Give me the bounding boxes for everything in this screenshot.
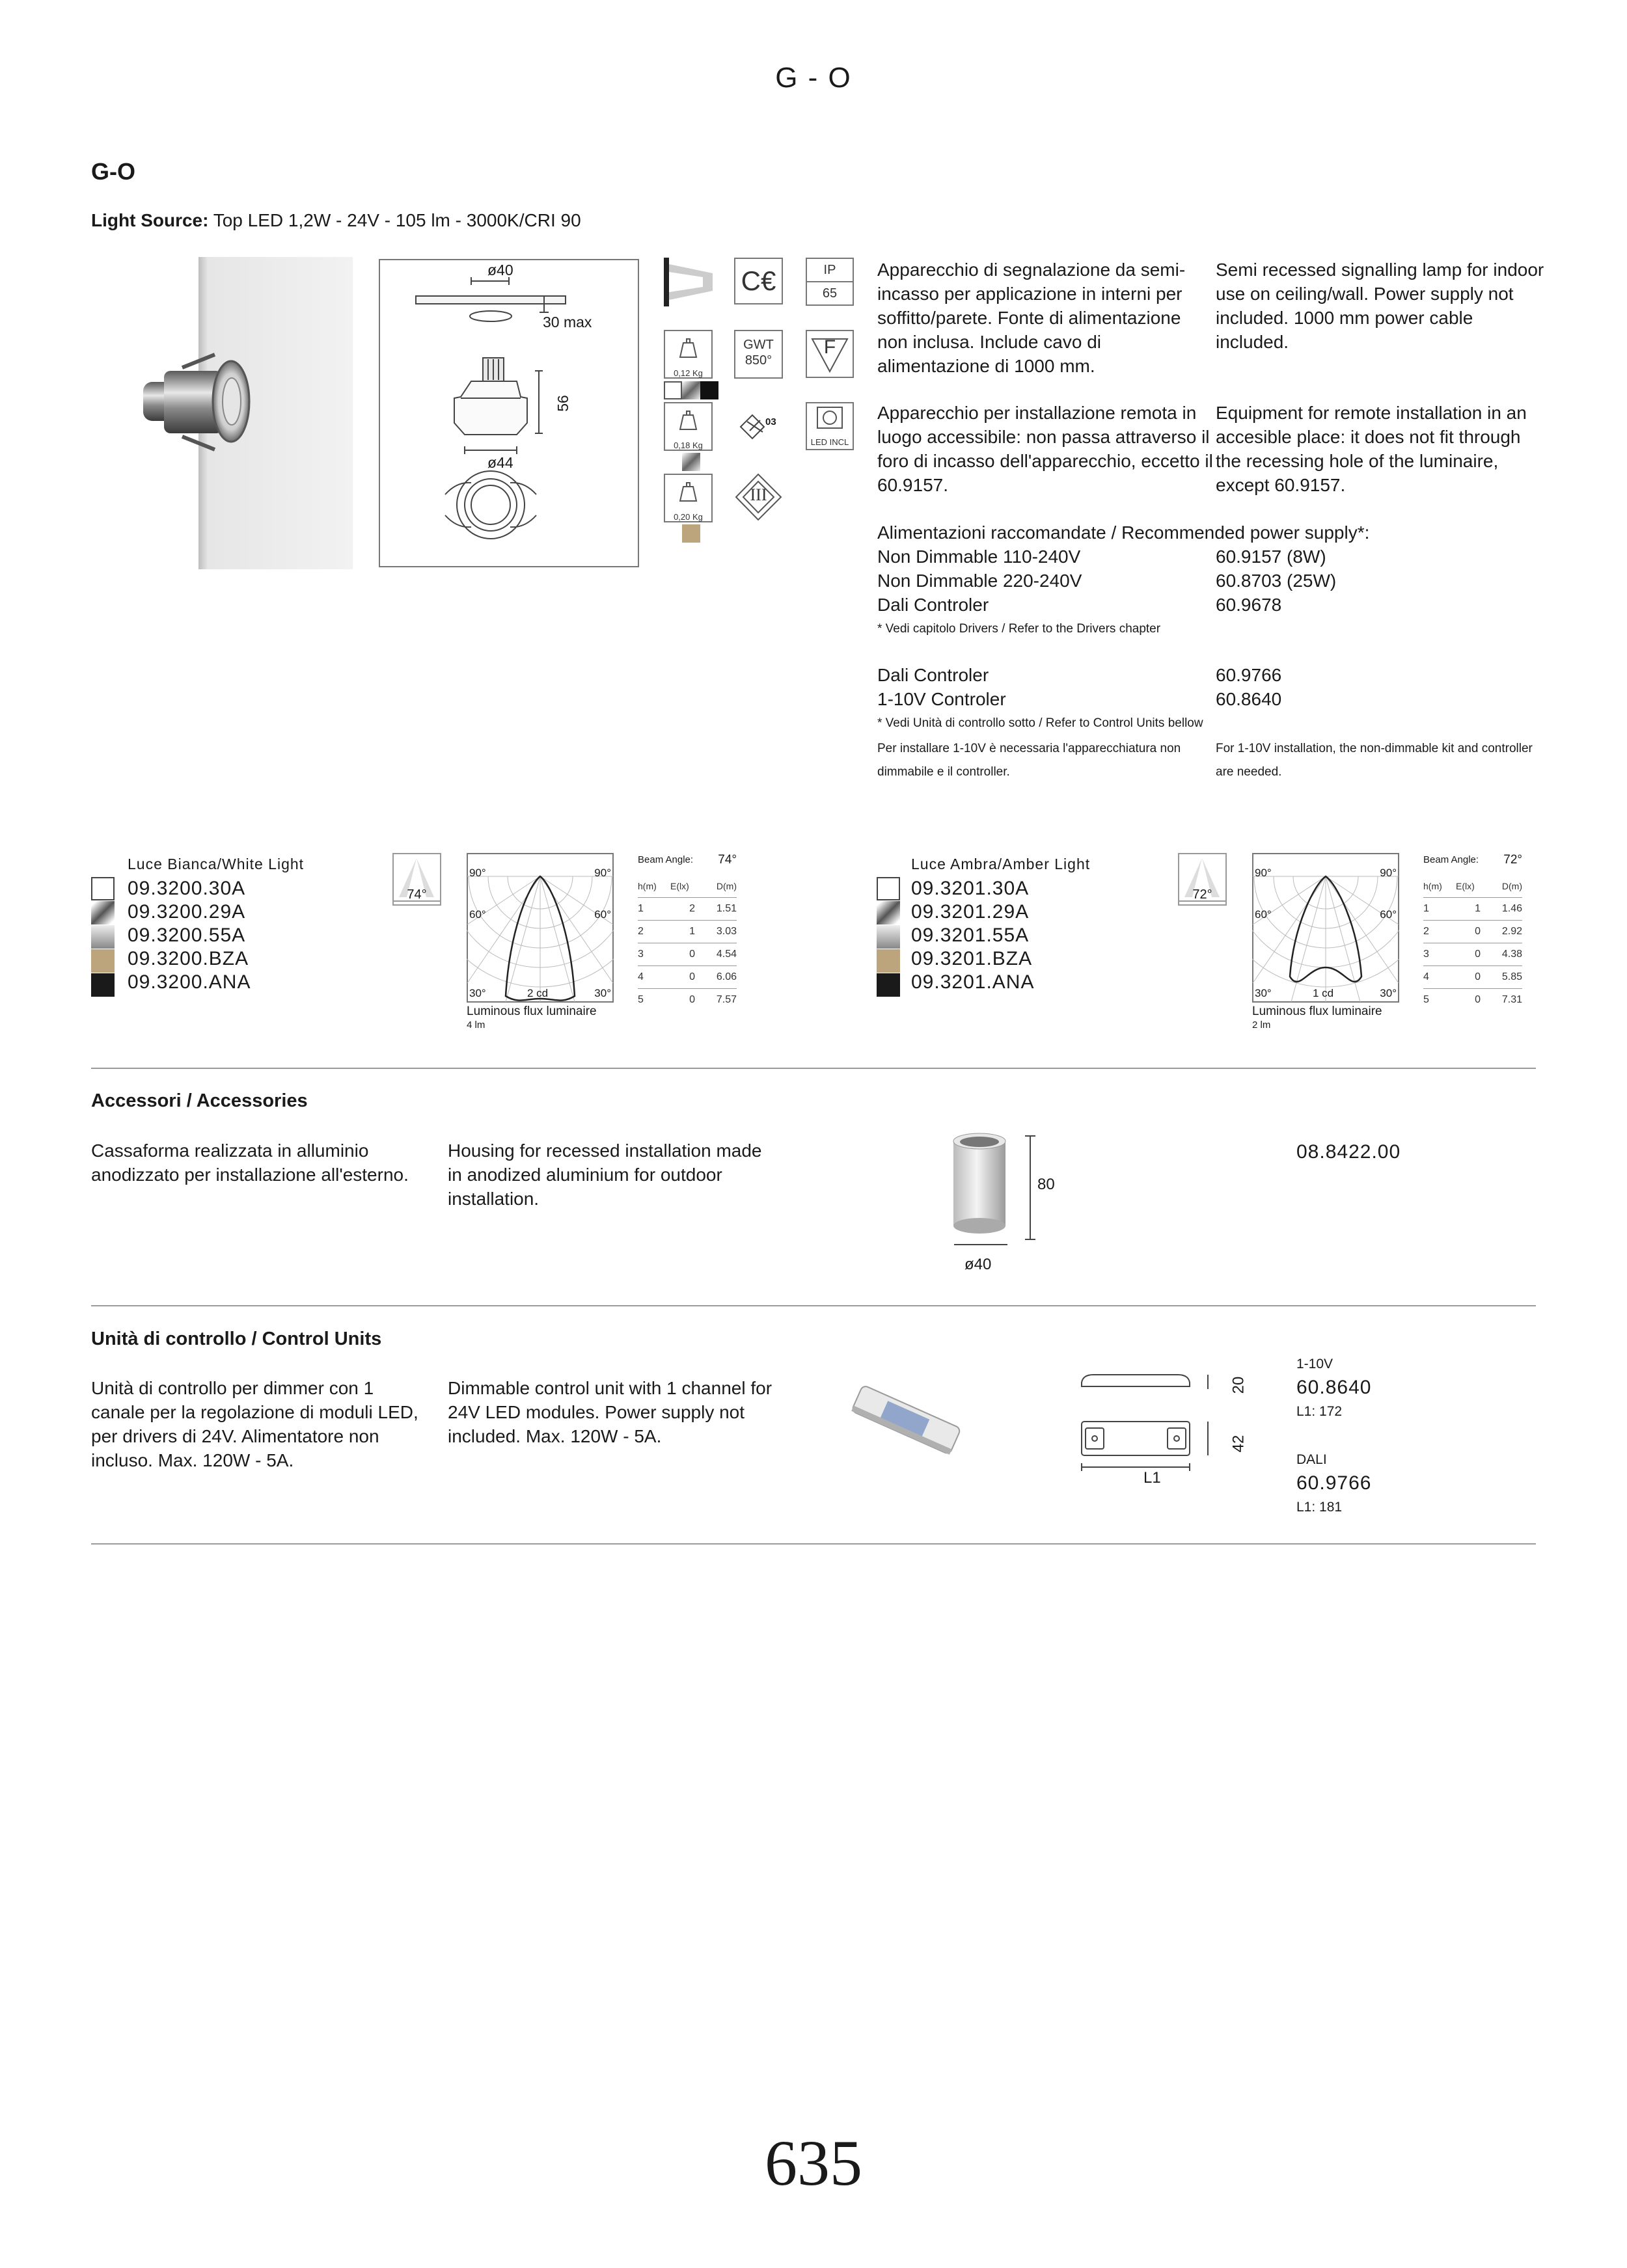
polar-label: 30° <box>469 987 486 999</box>
table-header: h(m) <box>638 875 670 898</box>
beam-angle-value: 72° <box>1503 853 1522 867</box>
control-unit-1-code: 60.8640 <box>1296 1377 1372 1398</box>
swatch-anthracite <box>877 973 900 997</box>
ce-mark-icon: C€ <box>734 258 783 304</box>
polar-label: 60° <box>1255 908 1272 921</box>
flux-label-amber: Luminous flux luminaire <box>1252 1005 1382 1018</box>
accessories-heading: Accessori / Accessories <box>91 1090 308 1111</box>
table-header-row <box>1423 875 1522 898</box>
table-row: 1 2 1.51 <box>638 898 737 921</box>
table-header: E(lx) <box>670 875 700 898</box>
light-source <box>91 211 581 230</box>
variant-white-title: Luce Bianca/White Light <box>128 856 305 872</box>
power-row: Dali Controler 60.9678 <box>877 595 1282 615</box>
table-row: 2 1 3.03 <box>638 921 737 943</box>
product-code: 09.3201.55A <box>911 925 1030 946</box>
class-iii-badge <box>734 472 783 521</box>
housing-drawing <box>947 1132 1051 1246</box>
table-header: D(m) <box>700 875 737 898</box>
power-row: Non Dimmable 220-240V 60.8703 (25W) <box>877 571 1337 591</box>
swatch-white <box>877 877 900 900</box>
polar-diagram-amber <box>1252 853 1399 1003</box>
swatch-bronze <box>877 949 900 973</box>
variant-amber-title: Luce Ambra/Amber Light <box>911 856 1091 872</box>
compliance-number: 03 <box>765 416 776 427</box>
finish-chrome-swatch-2 <box>682 453 700 471</box>
description-en-1: Semi recessed signalling lamp for indoor use on ceiling/wall. Power supply not included. 1000 mm power cable included. <box>1216 260 1544 352</box>
control-unit-photo <box>846 1383 966 1457</box>
weight-value-2: 0,18 Kg <box>674 440 703 450</box>
finish-chrome-swatch <box>682 381 700 399</box>
technical-drawing <box>379 259 639 567</box>
ip-value: 65 <box>822 286 838 301</box>
housing-dim-diameter: ø40 <box>964 1256 992 1273</box>
table-row: 3 0 4.38 <box>1423 943 1522 966</box>
table-header-row <box>638 875 737 898</box>
product-code: 09.3201.BZA <box>911 948 1033 969</box>
polar-label: 90° <box>469 867 486 879</box>
power-supply-list <box>877 545 1528 617</box>
finish-white-swatch <box>664 381 682 399</box>
ip-rating-badge <box>806 258 854 306</box>
divider <box>91 1305 1536 1306</box>
product-title: G-O <box>91 158 135 185</box>
controller-row: Dali Controler 60.9766 <box>877 665 1282 685</box>
lux-table-amber <box>1423 875 1522 1011</box>
variant-amber-codes <box>911 877 1034 994</box>
polar-intensity: 1 cd <box>1313 987 1334 999</box>
control-unit-2-code: 60.9766 <box>1296 1472 1372 1494</box>
product-code: 09.3200.30A <box>128 878 246 899</box>
controller-note: * Vedi Unità di controllo sotto / Refer to Control Units bellow <box>877 716 1203 730</box>
weight-value-1: 0,12 Kg <box>674 368 703 378</box>
beam-angle-caption: Beam Angle: <box>638 854 694 865</box>
table-row: 2 0 2.92 <box>1423 921 1522 943</box>
swatch-white <box>91 877 115 900</box>
control-unit-2-type: DALI <box>1296 1452 1327 1467</box>
product-code: 09.3201.30A <box>911 878 1030 899</box>
led-included-label: LED INCL <box>810 437 849 447</box>
swatch-chrome <box>91 901 115 925</box>
finish-bronze-swatch <box>682 524 700 543</box>
product-code: 09.3200.ANA <box>128 971 251 993</box>
accessories-text-en: Housing for recessed installation made in anodized aluminium for outdoor installation. <box>448 1141 762 1209</box>
polar-label: 30° <box>1255 987 1272 999</box>
beam-angle-value: 74° <box>718 853 737 867</box>
polar-label: 60° <box>594 908 611 921</box>
table-row: 5 0 7.31 <box>1423 994 1522 1005</box>
table-header: h(m) <box>1423 875 1456 898</box>
page-header-title: G - O <box>775 62 852 94</box>
table-row: 3 0 4.54 <box>638 943 737 966</box>
product-code: 09.3200.29A <box>128 901 246 923</box>
weight-icon-3 <box>664 474 713 522</box>
control-unit-1-type: 1-10V <box>1296 1357 1333 1371</box>
table-row: 4 0 6.06 <box>638 966 737 989</box>
controller-list <box>877 663 1528 711</box>
description-it-1: Apparecchio di segnalazione da semi-incasso per applicazione in interni per soffitto/parete. Fonte di alimentazione non inclusa. Include cavo di alimentazione di 1000 mm. <box>877 260 1186 376</box>
dim-height: 56 <box>554 395 571 412</box>
flux-label-white: Luminous flux luminaire <box>467 1005 597 1018</box>
polar-label: 60° <box>1380 908 1397 921</box>
control-dim-h2: 42 <box>1229 1435 1248 1453</box>
accessory-code: 08.8422.00 <box>1296 1141 1401 1163</box>
variant-white-codes <box>128 877 251 994</box>
polar-label: 60° <box>469 908 486 921</box>
product-photo <box>117 257 353 569</box>
dim-diameter-bottom: ø44 <box>487 454 513 471</box>
control-dim-l: L1 <box>1143 1469 1161 1487</box>
beam-icon-angle-amber: 72° <box>1178 885 1227 906</box>
flux-value-white: 4 lm <box>467 1019 485 1031</box>
control-unit-2-length: L1: 181 <box>1296 1500 1343 1515</box>
divider <box>91 1543 1536 1545</box>
beam-icon <box>664 258 713 306</box>
light-source-value: Top LED 1,2W - 24V - 105 lm - 3000K/CRI 90 <box>213 210 581 230</box>
beam-angle-label-white <box>638 852 737 868</box>
swatch-chrome <box>877 901 900 925</box>
table-row: 1 1 1.46 <box>1423 898 1522 921</box>
led-included-badge <box>806 402 854 450</box>
compliance-icon <box>734 402 783 451</box>
polar-label: 90° <box>1380 867 1397 879</box>
accessories-text-it: Cassaforma realizzata in alluminio anodizzato per installazione all'esterno. <box>91 1141 409 1185</box>
polar-label: 90° <box>594 867 611 879</box>
housing-dim-height: 80 <box>1037 1176 1055 1193</box>
beam-angle-label-amber <box>1423 852 1522 868</box>
beam-angle-caption: Beam Angle: <box>1423 854 1479 865</box>
flux-value-amber: 2 lm <box>1252 1019 1271 1031</box>
swatch-bronze <box>91 949 115 973</box>
polar-intensity: 2 cd <box>527 987 549 999</box>
weight-icon-1 <box>664 330 713 379</box>
control-units-text-it: Unità di controllo per dimmer con 1 canale per la regolazione di moduli LED, per drivers di 24V. Alimentatore non incluso. Max. 120W - 5A. <box>91 1378 418 1470</box>
product-code: 09.3200.55A <box>128 925 246 946</box>
table-row: 4 0 5.85 <box>1423 966 1522 989</box>
control-unit-1-length: L1: 172 <box>1296 1404 1343 1419</box>
divider <box>91 1068 1536 1069</box>
product-code: 09.3201.29A <box>911 901 1030 923</box>
power-supply-title: Alimentazioni raccomandate / Recommended power supply*: <box>877 522 1370 543</box>
description-en-2: Equipment for remote installation in an accesible place: it does not fit through the recessing hole of the luminaire, except 60.9157. <box>1216 403 1527 495</box>
table-header: E(lx) <box>1456 875 1486 898</box>
gwt-value: 850° <box>745 353 772 368</box>
weight-value-3: 0,20 Kg <box>674 512 703 522</box>
table-header: D(m) <box>1486 875 1522 898</box>
product-code: 09.3200.BZA <box>128 948 249 969</box>
power-supply-note: * Vedi capitolo Drivers / Refer to the Drivers chapter <box>877 622 1161 636</box>
control-units-heading: Unità di controllo / Control Units <box>91 1329 382 1349</box>
swatch-silver <box>877 925 900 949</box>
polar-label: 30° <box>1380 987 1397 999</box>
weight-icon-2 <box>664 402 713 451</box>
housing-dim-line <box>954 1244 1007 1245</box>
install-note-it: Per installare 1-10V è necessaria l'apparecchiatura non dimmabile e il controller. <box>877 742 1181 779</box>
controller-row: 1-10V Controler 60.8640 <box>877 689 1282 709</box>
beam-icon-angle-white: 74° <box>392 885 441 906</box>
control-units-text-en: Dimmable control unit with 1 channel for 24V LED modules. Power supply not included. Max. 120W - 5A. <box>448 1378 772 1446</box>
f-mark-label: F <box>823 336 836 358</box>
swatch-silver <box>91 925 115 949</box>
power-row: Non Dimmable 110-240V 60.9157 (8W) <box>877 547 1326 567</box>
f-mark-badge <box>806 330 854 378</box>
page-number: 635 <box>765 2127 862 2199</box>
product-code: 09.3201.ANA <box>911 971 1035 993</box>
polar-label: 90° <box>1255 867 1272 879</box>
dim-max: 30 max <box>543 314 592 331</box>
polar-label: 30° <box>594 987 611 999</box>
gwt-label: GWT <box>743 338 774 352</box>
dim-diameter-top: ø40 <box>487 262 513 278</box>
description-it-2: Apparecchio per installazione remota in luogo accessibile: non passa attraverso il foro di incasso dell'apparecchio, eccetto il 60.9157. <box>877 403 1213 495</box>
ip-label: IP <box>807 259 853 282</box>
polar-diagram-white <box>467 853 614 1003</box>
finish-black-swatch <box>700 381 718 399</box>
gwt-badge <box>734 330 783 379</box>
table-row: 5 0 7.57 <box>638 994 737 1005</box>
swatch-anthracite <box>91 973 115 997</box>
lux-table-white <box>638 875 737 1011</box>
install-note-en: For 1-10V installation, the non-dimmable kit and controller are needed. <box>1216 742 1533 779</box>
light-source-label: Light Source: <box>91 210 209 230</box>
class-iii-label: III <box>750 485 767 504</box>
control-dim-h1: 20 <box>1229 1376 1248 1394</box>
